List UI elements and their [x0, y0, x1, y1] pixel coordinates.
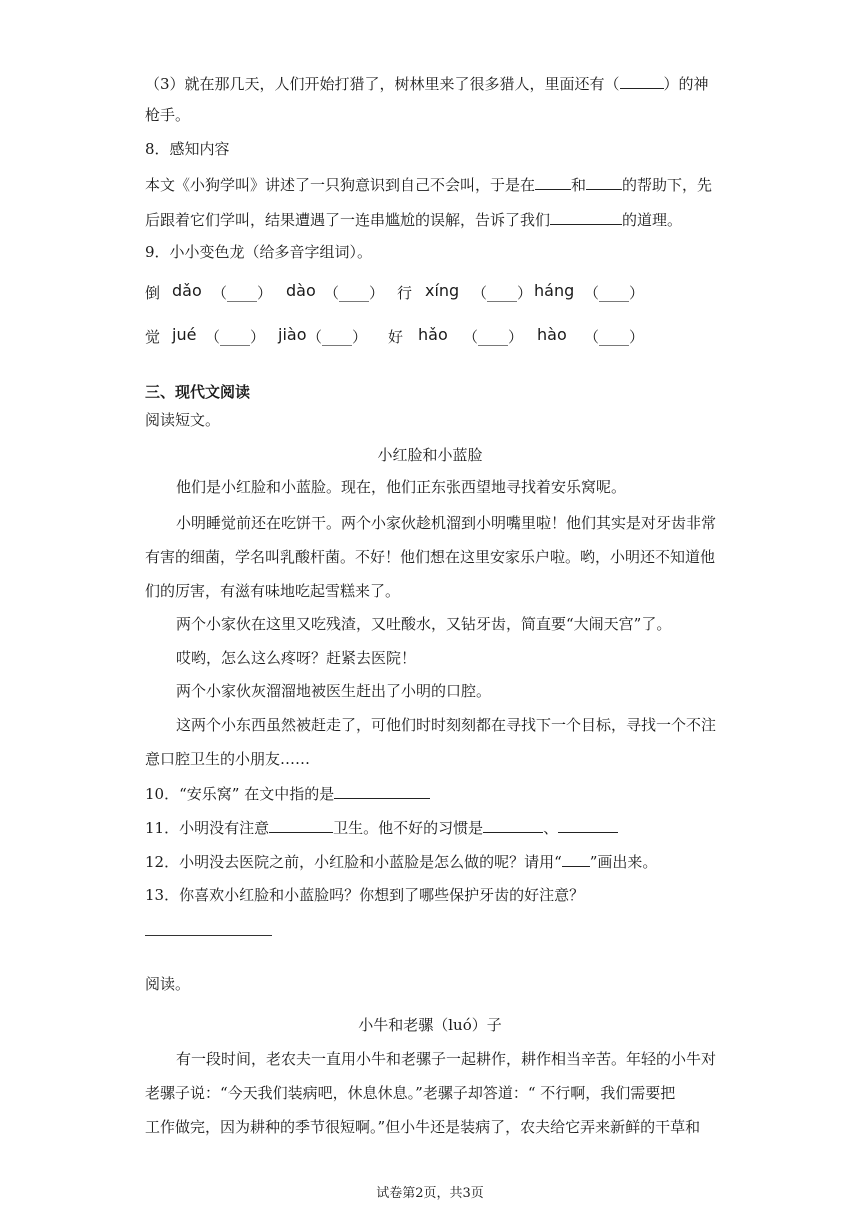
story-paragraph: 这两个小东西虽然被赶走了，可他们时时刻刻都在寻找下一个目标，寻找一个不注 — [176, 716, 717, 734]
pinyin: jué — [172, 325, 197, 344]
answer-blank[interactable] — [269, 817, 333, 833]
polyphone-char: 行 — [397, 284, 413, 302]
q11: 11．小明没有注意 卫生。他不好的习惯是 、 — [145, 817, 618, 838]
answer-blank[interactable] — [586, 174, 622, 190]
reading-instruction: 阅读。 — [145, 975, 191, 993]
pinyin: háng — [534, 281, 575, 300]
polyphone-char: 倒 — [145, 284, 161, 302]
answer-blank[interactable] — [620, 73, 664, 89]
answer-blank[interactable] — [550, 209, 622, 225]
story-paragraph: 小明睡觉前还在吃饼干。两个小家伙趁机溜到小明嘴里啦！他们其实是对牙齿非常 — [176, 514, 717, 532]
story-paragraph: 他们是小红脸和小蓝脸。现在，他们正东张西望地寻找着安乐窝呢。 — [176, 478, 627, 496]
polyphone-char: 好 — [388, 328, 404, 346]
q13: 13．你喜欢小红脸和小蓝脸吗？你想到了哪些保护牙齿的好注意？ — [145, 886, 585, 904]
q10: 10．“安乐窝” 在文中指的是 — [145, 783, 430, 804]
word-blank[interactable]: （____） — [584, 284, 645, 302]
q8-heading: 8．感知内容 — [145, 140, 230, 158]
underline-sample — [562, 851, 590, 867]
section-heading: 三、现代文阅读 — [145, 383, 251, 401]
answer-blank[interactable] — [535, 174, 571, 190]
polyphone-char: 觉 — [145, 328, 161, 346]
story-paragraph: 哎哟，怎么这么疼呀？赶紧去医院！ — [176, 649, 417, 667]
story-paragraph: 们的厉害，有滋有味地吃起雪糕来了。 — [145, 582, 401, 600]
word-blank[interactable]: （____） — [212, 284, 273, 302]
answer-blank[interactable] — [334, 783, 430, 799]
pinyin: hǎo — [418, 325, 448, 344]
answer-line[interactable] — [145, 935, 272, 936]
pinyin: dào — [286, 281, 316, 300]
page-footer: 试卷第2页，共3页 — [376, 1186, 484, 1201]
word-blank[interactable]: （____） — [472, 284, 533, 302]
pinyin: xíng — [425, 281, 460, 300]
story-paragraph: 工作做完，因为耕种的季节很短啊。”但小牛还是装病了，农夫给它弄来新鲜的干草和 — [145, 1118, 701, 1136]
story-paragraph: 两个小家伙灰溜溜地被医生赶出了小明的口腔。 — [176, 682, 492, 700]
story-title: 小红脸和小蓝脸 — [377, 446, 483, 464]
q8-line1: 本文《小狗学叫》讲述了一只狗意识到自己不会叫，于是在 和 的帮助下，先 — [145, 176, 713, 194]
answer-blank[interactable] — [483, 817, 543, 833]
q9-heading: 9．小小变色龙（给多音字组词）。 — [145, 243, 373, 261]
q12: 12．小明没去医院之前，小红脸和小蓝脸是怎么做的呢？请用“ ”画出来。 — [145, 853, 658, 871]
story-paragraph: 有害的细菌，学名叫乳酸杆菌。不好！他们想在这里安家乐户啦。哟，小明还不知道他 — [145, 548, 716, 566]
story-paragraph: 意口腔卫生的小朋友…… — [145, 750, 311, 768]
word-blank[interactable]: （____） — [324, 284, 385, 302]
word-blank[interactable]: （____） — [205, 328, 266, 346]
pinyin: hào — [537, 325, 567, 344]
q7-3-line2: 枪手。 — [145, 106, 191, 124]
word-blank[interactable]: （____） — [463, 328, 524, 346]
word-blank[interactable]: （____） — [584, 328, 645, 346]
pinyin: jiào — [278, 325, 307, 344]
story-paragraph: 老骡子说：“今天我们装病吧，休息休息。”老骡子却答道：“ 不行啊，我们需要把 — [145, 1084, 676, 1102]
reading-instruction: 阅读短文。 — [145, 411, 221, 429]
answer-blank[interactable] — [558, 817, 618, 833]
story-paragraph: 有一段时间，老农夫一直用小牛和老骡子一起耕作，耕作相当辛苦。年轻的小牛对 — [176, 1050, 717, 1068]
word-blank[interactable]: （____） — [307, 328, 368, 346]
story-title: 小牛和老骡（luó）子 — [358, 1016, 502, 1034]
story-paragraph: 两个小家伙在这里又吃残渣，又吐酸水，又钻牙齿，简直要“大闹天宫”了。 — [176, 615, 672, 633]
pinyin: dǎo — [172, 281, 202, 300]
q7-3-line1: （3）就在那几天，人们开始打猎了，树林里来了很多猎人，里面还有（ ）的神 — [145, 75, 709, 93]
q8-line2: 后跟着它们学叫，结果遭遇了一连串尴尬的误解，告诉了我们 的道理。 — [145, 211, 683, 229]
